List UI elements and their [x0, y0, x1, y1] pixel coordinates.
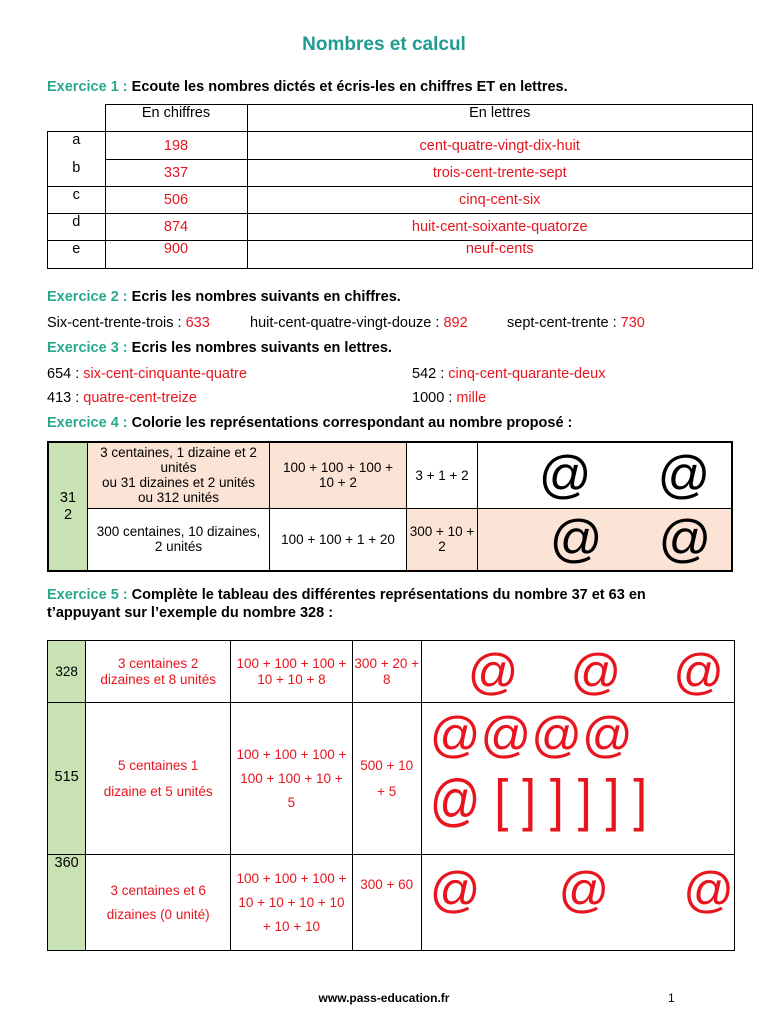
ex1-row-words: neuf-cents [247, 241, 753, 269]
ex2-item [47, 315, 210, 331]
ex3-label: Exercice 3 : [47, 340, 128, 356]
ex5-label: Exercice 5 : [47, 587, 128, 603]
ex1-row-digits: 900 [105, 241, 247, 269]
at-symbol-icon: @ [558, 862, 610, 918]
ex2-label: Exercice 2 : [47, 289, 128, 305]
table-row [48, 855, 735, 951]
ex5-symbols-line1: @@@@ [429, 707, 633, 763]
ex1-row-digits: 874 [105, 214, 247, 241]
ex4-row1-symbols[interactable] [478, 442, 733, 508]
ex2-item-answer: 730 [620, 315, 645, 331]
ex5-row-compact: 500 + 10 + 5 [352, 703, 421, 855]
ex3-heading [47, 340, 392, 356]
table-row [48, 241, 753, 269]
at-symbol-icon: @ [570, 643, 622, 700]
ex2-instruction: Ecris les nombres suivants en chiffres. [127, 289, 401, 305]
ex1-row-letter: e [48, 241, 106, 269]
ex5-row-words: 3 centaines et 6 dizaines (0 unité) [86, 855, 231, 951]
page-number: 1 [668, 991, 675, 1005]
ex2-heading [47, 289, 401, 305]
ex1-row-words: cent-quatre-vingt-dix-huit [247, 132, 753, 160]
ex2-item-text: huit-cent-quatre-vingt-douze : [250, 315, 444, 331]
ex5-row-number: 515 [48, 703, 86, 855]
ex3-item-number: 542 : [412, 366, 449, 382]
ex1-row-words: huit-cent-soixante-quatorze [247, 214, 753, 241]
ex2-item [250, 315, 468, 331]
at-symbol-icon: @ [683, 862, 734, 918]
ex5-row-sum: 100 + 100 + 100 + 10 + 10 + 8 [231, 641, 353, 703]
ex1-heading [47, 79, 568, 95]
ex4-row2-symbols[interactable] [478, 508, 733, 571]
ex1-row-words: trois-cent-trente-sept [247, 160, 753, 187]
ex5-row-sum: 100 + 100 + 100 + 100 + 100 + 10 + 5 [231, 703, 353, 855]
page-title: Nombres et calcul [302, 34, 466, 55]
ex4-row1-sum[interactable]: 100 + 100 + 100 + 10 + 2 [270, 442, 407, 508]
ex3-item-number: 413 : [47, 390, 84, 406]
ex3-item-answer: mille [456, 390, 487, 406]
ex4-heading [47, 415, 572, 431]
ex5-row-symbols [421, 703, 734, 855]
ex4-table [47, 441, 733, 572]
ex4-row2-sum[interactable]: 100 + 100 + 1 + 20 [270, 508, 407, 571]
at-symbol-icon: @ [657, 446, 711, 505]
ex1-table [47, 104, 753, 269]
ex5-row-compact: 300 + 60 [352, 855, 421, 951]
ex2-item-text: sept-cent-trente : [507, 315, 621, 331]
at-symbol-icon: @ [549, 510, 603, 569]
ex4-number-line2: 2 [63, 506, 73, 523]
ex4-label: Exercice 4 : [47, 415, 128, 431]
ex4-number-cell [48, 442, 88, 571]
ex5-symbols-line2: @ [ ] ] ] ] ] [429, 767, 648, 832]
ex5-instruction-line1: Complète le tableau des différentes représentations du nombre 37 et 63 en [127, 587, 646, 603]
ex1-row-words: cinq-cent-six [247, 187, 753, 214]
at-symbol-icon: @ [538, 446, 592, 505]
at-symbol-icon: @ [658, 510, 712, 569]
ex3-item-number: 654 : [47, 366, 84, 382]
at-symbol-icon: @ [429, 862, 481, 918]
ex5-row-compact: 300 + 20 + 8 [352, 641, 421, 703]
ex1-row-digits: 337 [105, 160, 247, 187]
ex2-item-text: Six-cent-trente-trois : [47, 315, 186, 331]
ex1-row-digits: 506 [105, 187, 247, 214]
ex1-empty-corner [48, 105, 106, 132]
ex1-row-letter: b [48, 160, 106, 187]
table-row [48, 641, 735, 703]
ex3-item-answer: cinq-cent-quarante-deux [448, 366, 606, 382]
ex3-item [412, 366, 605, 382]
table-row [48, 214, 753, 241]
ex4-instruction: Colorie les représentations correspondant au nombre proposé : [127, 415, 573, 431]
table-row [48, 187, 753, 214]
ex1-row-digits: 198 [105, 132, 247, 160]
ex3-item-number: 1000 : [412, 390, 457, 406]
ex2-item-answer: 892 [443, 315, 468, 331]
at-symbol-icon: @ [673, 643, 724, 700]
ex1-row-letter: d [48, 214, 106, 241]
ex5-row-number: 328 [48, 641, 86, 703]
ex1-row-letter: c [48, 187, 106, 214]
ex1-instruction: Ecoute les nombres dictés et écris-les en chiffres ET en lettres. [127, 79, 568, 95]
ex5-row-words: 3 centaines 2 dizaines et 8 unités [86, 641, 231, 703]
ex2-item [507, 315, 645, 331]
ex4-number-line1: 31 [59, 489, 77, 506]
ex5-instruction-line2: t’appuyant sur l’exemple du nombre 328 : [47, 605, 334, 621]
ex2-item-answer: 633 [185, 315, 210, 331]
ex1-label: Exercice 1 : [47, 79, 128, 95]
ex3-item-answer: quatre-cent-treize [83, 390, 197, 406]
ex5-row-words: 5 centaines 1 dizaine et 5 unités [86, 703, 231, 855]
footer-url[interactable]: www.pass-education.fr [318, 991, 450, 1005]
at-symbol-icon: @ [467, 643, 519, 700]
table-row [48, 132, 753, 160]
ex4-row1-short[interactable]: 3 + 1 + 2 [407, 442, 478, 508]
ex5-row-symbols [421, 855, 734, 951]
ex3-item [47, 366, 247, 382]
table-row [48, 160, 753, 187]
ex5-table [47, 640, 735, 951]
ex3-item-answer: six-cent-cinquante-quatre [83, 366, 247, 382]
ex4-row2-words[interactable]: 300 centaines, 10 dizaines, 2 unités [88, 508, 270, 571]
ex4-row2-short[interactable]: 300 + 10 + 2 [407, 508, 478, 571]
ex1-row-letter: a [48, 132, 106, 160]
ex5-row-number: 360 [48, 855, 86, 951]
ex1-col-letters: En lettres [247, 105, 753, 132]
ex5-heading [47, 587, 646, 603]
ex4-row1-words[interactable]: 3 centaines, 1 dizaine et 2 unités ou 31 dizaines et 2 unités ou 312 unités [88, 442, 270, 508]
ex1-col-digits: En chiffres [105, 105, 247, 132]
ex3-item [412, 390, 486, 406]
table-row [48, 703, 735, 855]
ex5-row-symbols [421, 641, 734, 703]
ex3-item [47, 390, 197, 406]
ex3-instruction: Ecris les nombres suivants en lettres. [127, 340, 392, 356]
ex5-row-sum: 100 + 100 + 100 + 10 + 10 + 10 + 10 + 10 + 10 [231, 855, 353, 951]
